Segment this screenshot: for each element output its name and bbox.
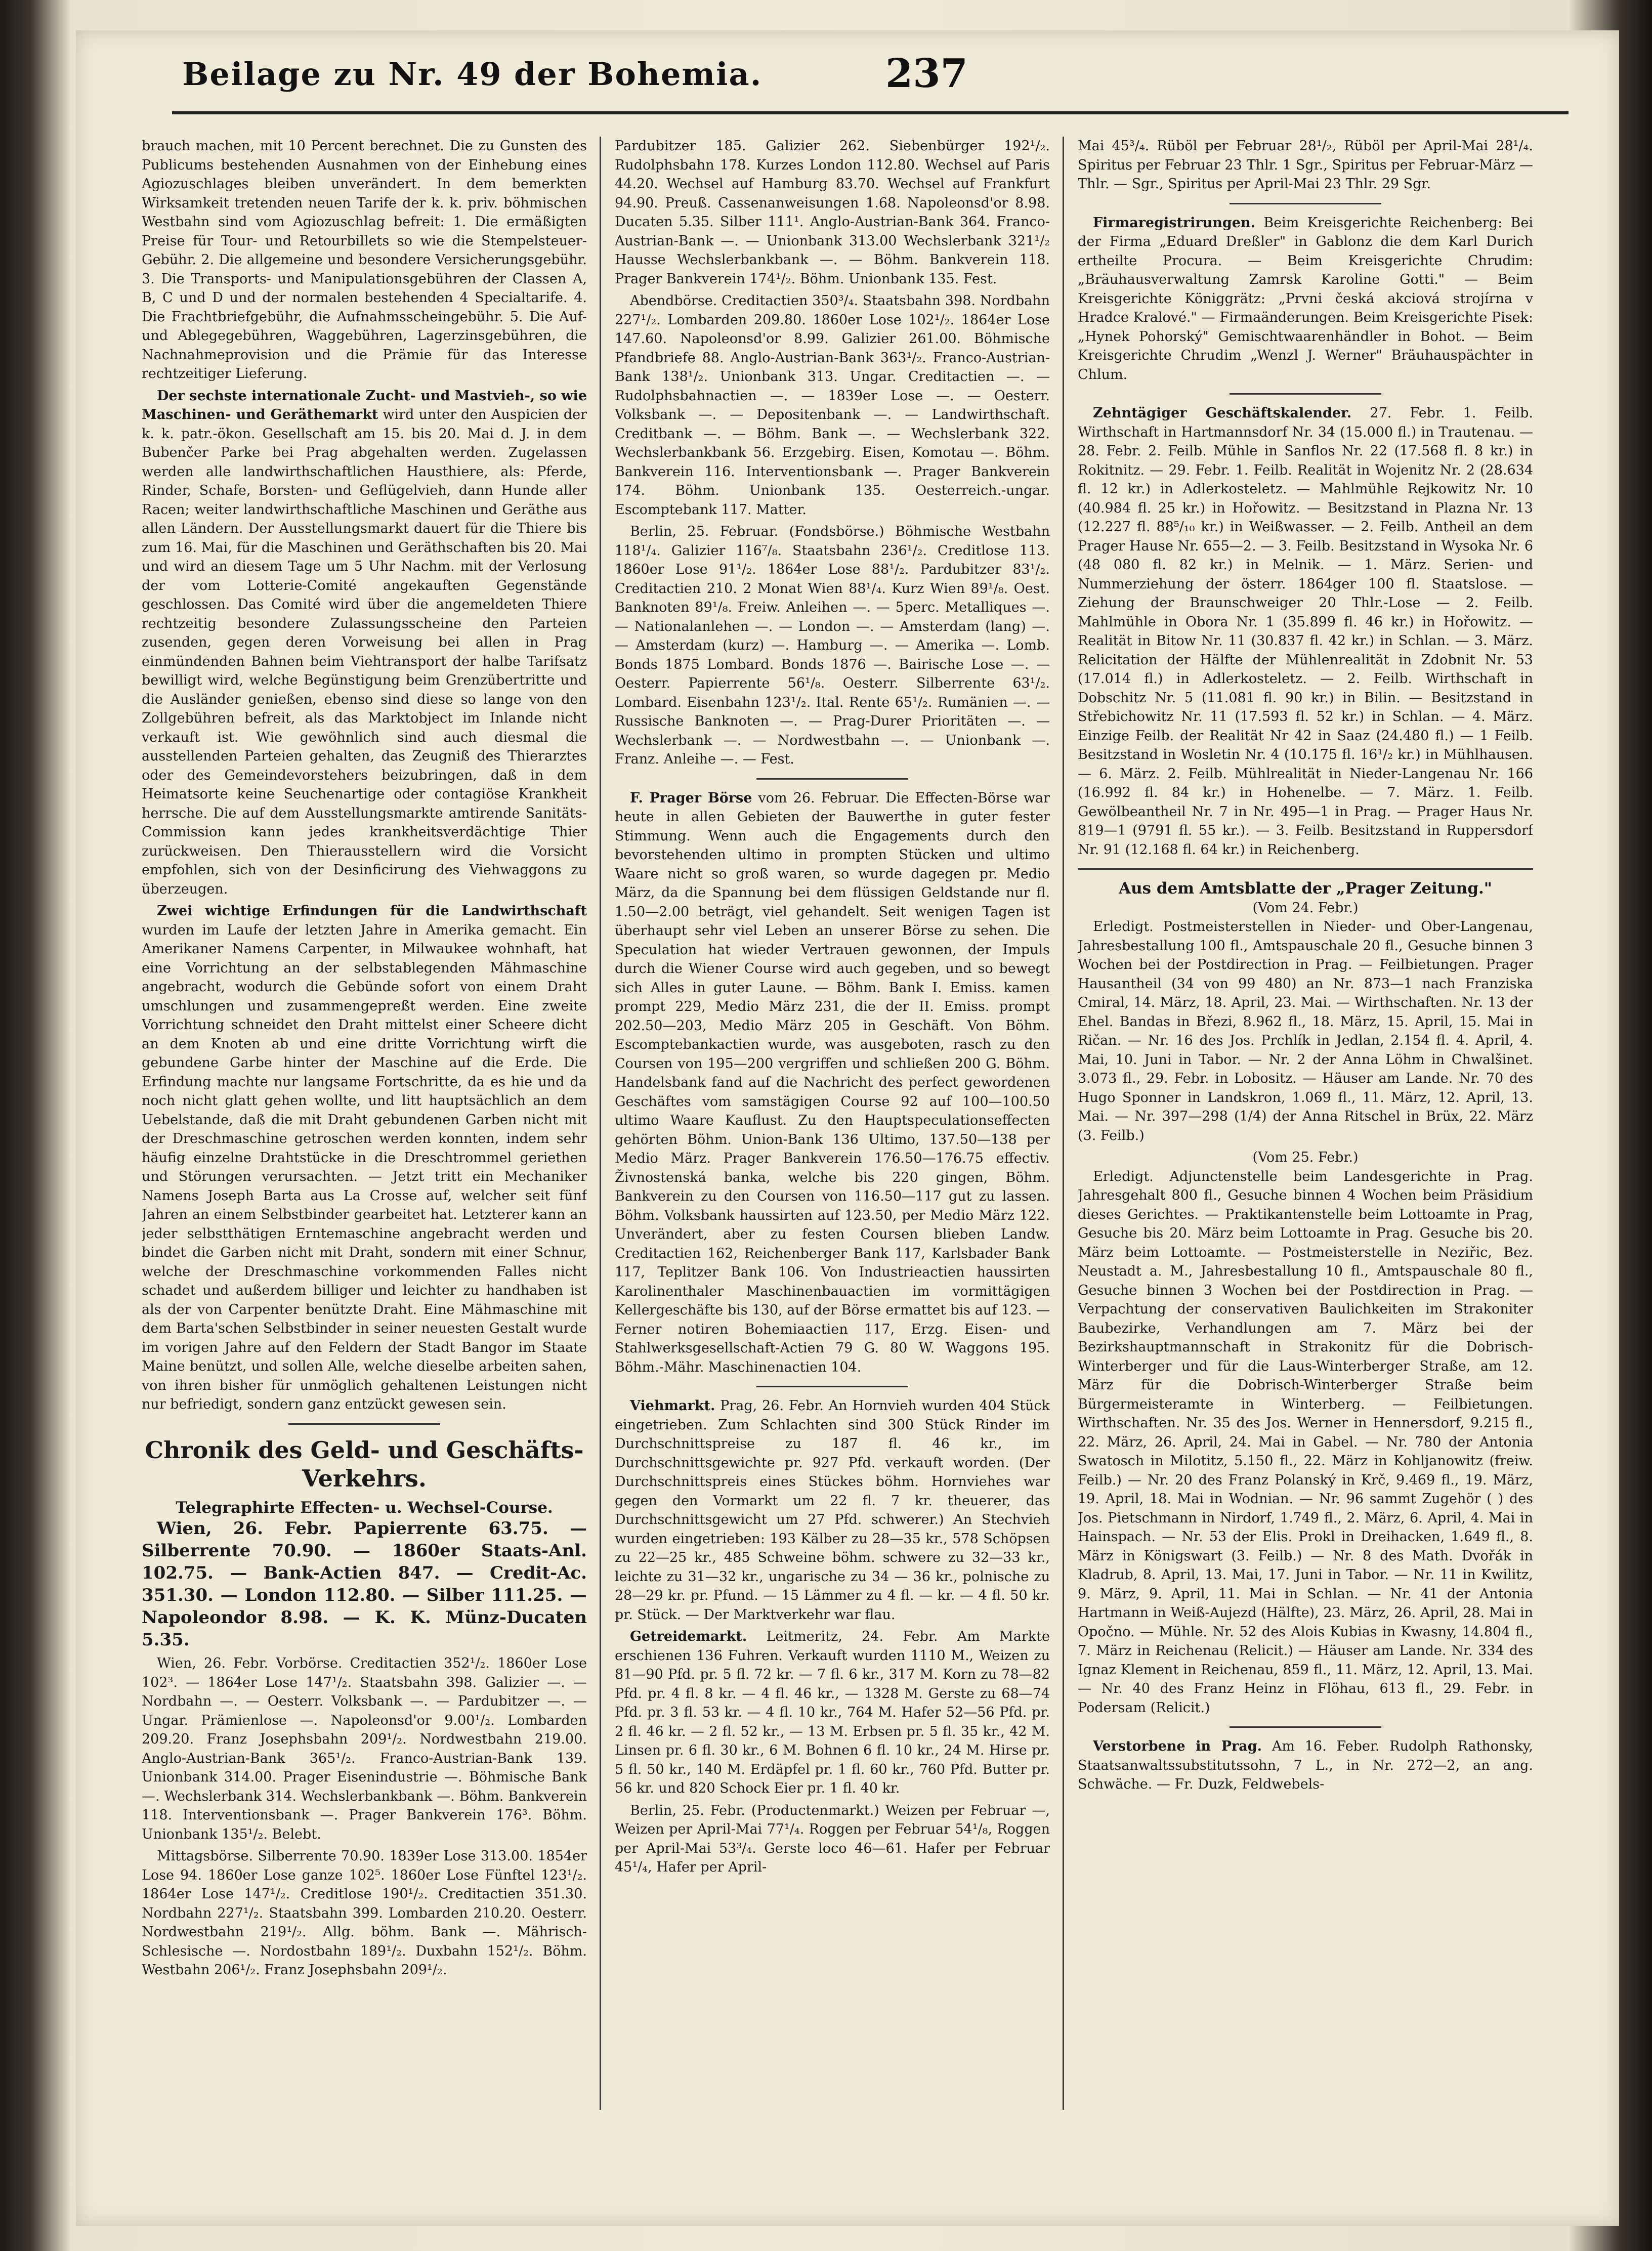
article-text: Am 16. Feber. Rudolph Rathonsky, Staatsanwaltssubstitutssohn, 7 L., in Nr. 272—2, an ang. Schwäche. — Fr. Duzk, Feldwebels- — [1078, 1738, 1533, 1792]
official-notices: Erledigt. Postmeisterstellen in Nieder- und Ober-Langenau, Jahresbestallung 100 fl., Amtspauschale 20 fl., Gesuche binnen 3 Wochen bei der Postdirection in Prag. — Feilbietungen. Prager Hausantheil (34 von 99 480) an Nr. 873—1 nach Franziska Cmiral, 14. März, 18. April, 23. Mai. — Wirthschaften. Nr. 13 der Ehel. Bandas in Březi, 8.962 fl., 18. März, 15. April, 15. Mai in Ričan. — Nr. 16 des Jos. Prchlík in Jedlan, 2.154 fl. 4. April, 4. Mai, 10. Juni in Tabor. — Nr. 2 der Anna Löhm in Chwalšinet. 3.073 fl., 29. Febr. in Lobositz. — Häuser am Lande. Nr. 70 des Hugo Sponner in Landskron, 1.069 fl., 11. März, 12. April, 13. Mai. — Nr. 397—298 (1/4) der Anna Ritschel in Brüx, 22. März (3. Feilb.) — [1078, 919, 1533, 1143]
section-heading: Aus dem Amtsblatte der „Prager Zeitung." — [1119, 879, 1492, 898]
column-divider — [600, 137, 601, 2110]
market-report: Pardubitzer 185. Galizier 262. Siebenbürger 192¹/₂. Rudolphsbahn 178. Kurzes London 112.80. Wechsel auf Paris 44.20. Wechsel auf Hamburg 83.70. Wechsel auf Frankfurt 94.90. Preuß. Cassenanweisungen 1.68. Napoleonsd'or 8.98. Ducaten 5.35. Silber 111¹. Anglo-Austrian-Bank 364. Franco-Austrian-Bank —. — Unionbank 313.00 Wechslerbank 321¹/₂ Hausse Wechslerbankbank —. — Böhm. Bankverein 118. Prager Bankverein 174¹/₂. Böhm. Unionbank 135. Fest. — [615, 138, 1050, 287]
market-report: Berlin, 25. Febr. (Productenmarkt.) Weizen per Februar —, Weizen per April-Mai 77¹/₄. Roggen per Februar 54¹/₈, Roggen per April-Mai 53³/₄. Gerste loco 46—61. Hafer per Februar 45¹/₄, Hafer per April- — [615, 1802, 1050, 1875]
page-header — [101, 46, 1569, 121]
column-2 — [615, 137, 1050, 2160]
page-title: Beilage zu Nr. 49 der Bohemia. — [182, 56, 763, 93]
telegram-quotes: Wien, 26. Febr. Papierrente 63.75. — Silberrente 70.90. — 1860er Staats-Anl. 102.75. — Bank-Actien 847. — Credit-Ac. 351.30. — London 112.80. — Silber 111.25. — Napoleondor 8.98. — K. K. Münz-Ducaten 5.35. — [142, 1518, 587, 1650]
article-text: 27. Febr. 1. Feilb. Wirthschaft in Hartmannsdorf Nr. 34 (15.000 fl.) in Trautenau. — 28. Febr. 2. Feilb. Mühle in Sanflos Nr. 22 (17.568 fl. 8 kr.) in Rokitnitz. — 29. Febr. 1. Feilb. Realität in Wojenitz Nr. 2 (28.634 fl. 12 kr.) in Adlerkosteletz. — Mahlmühle Rejkowitz Nr. 10 (40.984 fl. 25 kr.) in Hořowitz. — Besitzstand in Plazna Nr. 13 (12.227 fl. 88⁵/₁₀ kr.) in Weißwasser. — 2. Feilb. Antheil an dem Prager Hause Nr. 655—2. — 3. Feilb. Besitzstand in Wysoka Nr. 6 (48 080 fl. 82 kr.) in Melnik. — 1. März. Serien- und Nummerziehung der österr. 1864ger 100 fl. Staatslose. — Ziehung der Braunschweiger 20 Thlr.-Lose — 2. Feilb. Mahlmühle in Obora Nr. 1 (35.899 fl. 46 kr.) in Hořowitz. — Realität in Bitow Nr. 11 (30.837 fl. 42 kr.) in Schlan. — 3. März. Relicitation der Hälfte der Mühlenrealität in Zdobnit Nr. 53 (17.014 fl.) in Adlerkosteletz. — 2. Feilb. Wirthschaft in Dobschitz Nr. 5 (11.081 fl. 90 kr.) in Bilin. — Besitzstand in Střebichowitz Nr. 11 (17.593 fl. 52 kr.) in Schlan. — 4. März. Einzige Feilb. der Realität Nr 42 in Saaz (24.480 fl.) — 1 Feilb. Besitzstand in Wosletin Nr. 4 (10.175 fl. 16¹/₂ kr.) in Mühlhausen. — 6. März. 2. Feilb. Mühlrealität in Nieder-Langenau Nr. 166 (16.992 fl. 84 kr.) in Hohenelbe. — 7. März. 1. Feilb. Gewölbeantheil Nr. 7 in Nr. 495—1 in Prag. — Prager Haus Nr. 819—1 (9791 fl. 55 kr.). — 3. Feilb. Besitzstand in Ruppersdorf Nr. 91 (12.168 fl. 64 kr.) in Reichenberg. — [1078, 405, 1533, 858]
article-paragraph — [615, 789, 1050, 1377]
date-subheading: (Vom 24. Febr.) — [1252, 900, 1359, 916]
date-subheading: (Vom 25. Febr.) — [1252, 1150, 1359, 1165]
separator — [756, 778, 908, 780]
article-text: wird unter den Auspicien der k. k. patr.-ökon. Gesellschaft am 15. bis 20. Mai d. J. in dem Bubenčer Parke bei Prag abgehalten werden. Zugelassen werden alle landwirthschaftlichen Hausthiere, als: Pferde, Rinder, Schafe, Borsten- und Geflügelvieh, dann Hunde aller Racen; weiter landwirthschaftliche Maschinen und Geräthe aus allen Ländern. Der Ausstellungsmarkt dauert für die Thiere bis zum 16. Mai, für die Maschinen und Geräthschaften bis 20. Mai und wird an diesem Tage um 5 Uhr Nachm. mit der Verlosung der vom Lotterie-Comité angekauften Gegenstände geschlossen. Das Comité wird über die angemeldeten Thiere rechtzeitig besondere Zulassungsscheine den Parteien zusenden, gegen deren Vorweisung bei allen in Prag einmündenden Bahnen beim Viehtransport der halbe Tarifsatz bewilligt wird, welche Begünstigung beim Grenzübertritte und die Ausländer genießen, ebenso sind diese so lange von den Zollgebühren befreit, als das Marktobject im Inlande nicht verkauft ist. Wie gewöhnlich sind auch diesmal die ausstellenden Parteien gehalten, das Zeugniß des Thierarztes oder des Gemeindevorstehers beizubringen, daß in dem Heimatsorte keine Seuchenartige oder contagiöse Krankheit herrsche. Die auf dem Ausstellungsmarkte amtirende Sanitäts-Commission kann jedes krankheitsverdächtige Thier zurückweisen. Den Thierausstellern wird die Vorsicht empfohlen, sich von der Desinficirung des Viehwaggons zu überzeugen. — [142, 407, 587, 897]
article-paragraph — [142, 902, 587, 1414]
article-heading: Der sechste internationale Zucht- und Mastvieh-, so wie Maschinen- und Geräthemarkt — [142, 388, 587, 422]
article-text: Leitmeritz, 24. Febr. Am Markte erschienen 136 Fuhren. Verkauft wurden 1110 M., Weizen zu 81—90 Pfd. pr. 5 fl. 72 kr. — 7 fl. 6 kr., 317 M. Korn zu 78—82 Pfd. pr. 4 fl. 8 kr. — 4 fl. 46 kr., — 1328 M. Gerste zu 68—74 Pfd. pr. 3 fl. 53 kr. — 4 fl. 10 kr., 764 M. Hafer 52—56 Pfd. pr. 2 fl. 46 kr. — 2 fl. 52 kr., — 13 M. Erbsen pr. 5 fl. 35 kr., 42 M. Linsen pr. 6 fl. 30 kr., 6 M. Bohnen 6 fl. 10 kr., 24 M. Hirse pr. 5 fl. 50 kr., 140 M. Erdäpfel pr. 1 fl. 60 kr., 760 Pfd. Butter pr. 56 kr. und 820 Schock Eier pr. 1 fl. 40 kr. — [615, 1629, 1050, 1796]
article-heading: Getreidemarkt. — [630, 1629, 747, 1644]
market-report: Abendbörse. Creditactien 350³/₄. Staatsbahn 398. Nordbahn 227¹/₂. Lombarden 209.80. 1860er Lose 102¹/₂. 1864er Lose 147.60. Napoleonsd'or 8.99. Galizier 261.00. Böhmische Pfandbriefe 88. Anglo-Austrian-Bank 363¹/₂. Franco-Austrian-Bank 138¹/₂. Unionbank 313. Ungar. Creditactien —. — Rudolphsbahnactien —. — 1839er Lose —. — Oesterr. Volksbank —. — Depositenbank —. — Landwirthschaft. Creditbank —. — Böhm. Bank —. — Wechslerbank 322. Wechslerbankbank 56. Erzgebirg. Eisen, Komotau —. Böhm. Bankverein 116. Interventionsbank —. Prager Bankverein 174. Böhm. Unionbank 135. Oesterreich.-ungar. Escomptebank 117. Matter. — [615, 293, 1050, 518]
article-paragraph — [1078, 214, 1533, 385]
separator — [756, 1386, 908, 1387]
article-heading: Verstorbene in Prag. — [1093, 1738, 1262, 1754]
article-paragraph — [1078, 404, 1533, 859]
separator — [288, 1423, 440, 1425]
subsection-heading: Telegraphirte Effecten- u. Wechsel-Course. — [176, 1498, 553, 1517]
article-paragraph — [1078, 1737, 1533, 1794]
separator — [1230, 203, 1381, 204]
article-paragraph — [142, 387, 587, 899]
separator — [1230, 393, 1381, 395]
article-heading: Viehmarkt. — [630, 1398, 715, 1414]
article-heading: Zehntägiger Geschäftskalender. — [1093, 405, 1352, 421]
article-paragraph — [615, 1396, 1050, 1624]
market-report: Wien, 26. Febr. Vorbörse. Creditactien 352¹/₂. 1860er Lose 102³. — 1864er Lose 147¹/₂. Staatsbahn 398. Galizier —. — Nordbahn —. — Oesterr. Volksbank —. — Pardubitzer —. — Ungar. Prämienlose —. Napoleonsd'or 9.00¹/₂. Lombarden 209.20. Franz Josephsbahn 209¹/₂. Nordwestbahn 219.00. Anglo-Austrian-Bank 365¹/₂. Franco-Austrian-Bank 139. Unionbank 314.00. Prager Eisenindustrie —. Böhmische Bank —. Wechslerbank 314. Wechslerbankbank —. Böhm. Bankverein 118. Interventionsbank —. Prager Bankverein 176³. Böhm. Unionbank 135¹/₂. Belebt. — [142, 1655, 587, 1842]
page-number: 237 — [885, 51, 968, 97]
official-notices: Erledigt. Adjunctenstelle beim Landesgerichte in Prag. Jahresgehalt 800 fl., Gesuche binnen 4 Wochen beim Präsidium dieses Gerichtes. — Praktikantenstelle beim Lottoamte in Prag, Gesuche bis 20. März beim Lottoamte in Prag. Gesuche bis 20. März beim Lottoamte. — Postmeisterstelle in Neziřic, Bez. Neustadt a. M., Jahresbestallung 10 fl., Amtspauschale 80 fl., Gesuche binnen 3 Wochen bei der Postdirection in Prag. — Verpachtung der conservativen Baulichkeiten im Strakoniter Baubezirke, Verhandlungen am 7. März bei der Bezirkshauptmannschaft in Strakonitz für die Dobrisch-Winterberger und für die Laus-Winterberger Straße, am 12. März für die Dobrisch-Winterberger Straße beim Bürgermeisteramte in Winterberg. — Feilbietungen. Wirthschaften. Nr. 35 des Jos. Werner in Hennersdorf, 9.215 fl., 22. März, 26. April, 24. Mai in Gabel. — Nr. 780 der Antonia Swatosch in Milotitz, 5.150 fl., 22. März in Kohljanowitz (freiw. Feilb.) — Nr. 20 des Franz Polanský in Krč, 9.469 fl., 19. März, 19. April, 18. Mai in Wodnian. — Nr. 96 sammt Zugehör ( ) des Jos. Pietschmann in Nirdorf, 1.749 fl., 2. März, 6. April, 4. Mai in Hainspach. — Nr. 53 der Elis. Prokl in Dreihacken, 1.649 fl., 8. März in Königswart (3. Feilb.) — Nr. 8 des Math. Dvořák in Kladrub, 8. April, 13. Mai, 17. Juni in Tabor. — Nr. 11 in Kwilitz, 9. März, 9. April, 11. Mai in Schlan. — Nr. 41 der Antonia Hartmann in Weiß-Aujezd (Hälfte), 23. März, 26. April, 28. Mai in Opočno. — Mühle. Nr. 52 des Alois Kubias in Kwasny, 14.804 fl., 7. März in Reichenau (Relicit.) — Häuser am Lande. Nr. 334 des Ignaz Klement in Reichenau, 859 fl., 11. März, 12. April, 13. Mai. — Nr. 40 des Franz Heinz in Flöhau, 613 fl., 29. Febr. in Podersam (Relicit.) — [1078, 1168, 1533, 1716]
separator — [1230, 1726, 1381, 1728]
separator — [1078, 868, 1533, 870]
article-text: vom 26. Februar. Die Effecten-Börse war heute in allen Gebieten der Bauwerthe in guter fester Stimmung. Wenn auch die Engagements durch den bevorstehenden ultimo in prompten Stücken und ultimo Waare nicht so groß waren, so wurde dagegen pr. Medio März, da die Spannung bei dem flüssigen Geldstande nur fl. 1.50—2.00 beträgt, viel gehandelt. Seit wenigen Tagen ist überhaupt sehr viel Leben an unserer Börse zu sehen. Die Speculation hat wieder Vertrauen gewonnen, der Impuls durch die Wiener Course wird auch gegeben, und so bewegt sich Alles in guter Laune. — Böhm. Bank I. Emiss. kamen prompt 229, Medio März 231, die der II. Emiss. prompt 202.50—203, Medio März 205 in Geschäft. Von Böhm. Escomptebankactien wurde, was ausgeboten, rasch zu den Coursen von 195—200 vergriffen und schließen 200 G. Böhm. Handelsbank fand auf die Nachricht des perfect gewordenen Geschäftes vom samstägigen Course 92 auf 100—100.50 ultimo Waare Kauflust. Zu den Hauptspeculationseffecten gehörten Böhm. Union-Bank 136 Ultimo, 137.50—138 per Medio März. Prager Bankverein 176.50—176.75 effectiv. Živnostenská banka, welche bis 220 gingen, Böhm. Bankverein zu den Coursen von 116.50—117 gut zu lassen. Böhm. Volksbank haussirten auf 123.50, per Medio März 122. Unverändert, aber zu festen Coursen blieben Landw. Creditactien 162, Reichenberger Bank 117, Karlsbader Bank 117, Teplitzer Bank 106. Von Industrieactien haussirten Karolinenthaler Maschinenbauactien im vormittägigen Kellergeschäfte bis 130, auf der Börse ermattet bis auf 123. — Ferner notiren Bohemiaactien 117, Erzg. Eisen- und Stahlwerksgesellschaft-Actien 79 G. 80 W. Waggons 195. Böhm.-Mähr. Maschinenactien 104. — [615, 790, 1050, 1375]
article-heading: Firmaregistrirungen. — [1093, 215, 1255, 231]
column-3 — [1078, 137, 1533, 2160]
article-text: Prag, 26. Febr. An Hornvieh wurden 404 Stück eingetrieben. Zum Schlachten sind 300 Stück Rinder im Durchschnittspreise zu 187 fl. 46 kr., im Durchschnittsgewichte pr. 927 Pfd. verkauft worden. (Der Durchschnittspreis eines Stückes böhm. Hornviehes war gegen den Vormarkt um 22 fl. 7 kr. theuerer, das Durchschnittsgewicht um 27 Pfd. schwerer.) An Stechvieh wurden eingetrieben: 193 Kälber zu 28—35 kr., 578 Schöpsen zu 22—25 kr., 485 Schweine böhm. schwere zu 32—33 kr., leichte zu 31—32 kr., ungarische zu 34 — 36 kr., polnische zu 28—29 kr. pr. Pfund. — 15 Lämmer zu 4 fl. — kr. — 4 fl. 50 kr. pr. Stück. — Der Marktverkehr war flau. — [615, 1398, 1050, 1623]
article-text: brauch machen, mit 10 Percent berechnet. Die zu Gunsten des Publicums bestehenden Ausnahmen von der Einhebung eines Agiozuschlages bleiben unverändert. In dem bemerkten Wirksamkeit tretenden neuen Tarife der k. k. priv. böhmischen Westbahn sind vom Agiozuschlag befreit: 1. Die ermäßigten Preise für Tour- und Retourbillets so wie die Stempelsteuer-Gebühr. 2. Die allgemeine und besondere Versicherungsgebühr. 3. Die Transports- und Manipulationsgebühren der Classen A, B, C und D und der normalen bestehenden 4 Specialtarife. 4. Die Frachtbriefgebühr, die Aufnahmsscheingebühr. 5. Die Auf- und Ablegegebühren, Waggebühren, Lagerzinsgebühren, die Nachnahmeprovision und die Prämie für das Interesse rechtzeitiger Lieferung. — [142, 138, 587, 381]
article-paragraph — [615, 1627, 1050, 1798]
article-heading: Zwei wichtige Erfindungen für die Landwirthschaft — [157, 903, 587, 919]
column-1 — [142, 137, 587, 2160]
market-report: Mai 45³/₄. Rüböl per Februar 28¹/₂, Rüböl per April-Mai 28¹/₄. Spiritus per Februar 23 Thlr. 1 Sgr., Spiritus per Februar-März — Thlr. — Sgr., Spiritus per April-Mai 23 Thlr. 29 Sgr. — [1078, 138, 1533, 192]
market-report: Berlin, 25. Februar. (Fondsbörse.) Böhmische Westbahn 118¹/₄. Galizier 116⁷/₈. Staatsbahn 236¹/₂. Creditlose 113. 1860er Lose 91¹/₂. 1864er Lose 88¹/₂. Pardubitzer 83¹/₂. Creditactien 210. 2 Monat Wien 88¹/₄. Kurz Wien 89¹/₈. Oest. Banknoten 89¹/₈. Freiw. Anleihen —. — 5perc. Metalliques —. — Nationalanlehen —. — London —. — Amsterdam (lang) —. — Amsterdam (kurz) —. Hamburg —. — Amerika —. Lomb. Bonds 1875 Lombard. Bonds 1876 —. Bairische Lose —. — Oesterr. Papierrente 56¹/₈. Oesterr. Silberrente 63¹/₂. Lombard. Eisenbahn 123¹/₂. Ital. Rente 65¹/₂. Rumänien —. — Russische Banknoten —. — Prag-Durer Prioritäten —. — Wechslerbank —. — Nordwestbahn —. — Unionbank —. Franz. Anleihe —. — Fest. — [615, 524, 1050, 767]
article-heading: F. Prager Börse — [630, 790, 752, 806]
market-report: Mittagsbörse. Silberrente 70.90. 1839er Lose 313.00. 1854er Lose 94. 1860er Lose ganze 102⁵. 1860er Lose Fünftel 123¹/₂. 1864er Lose 147¹/₂. Creditlose 190¹/₂. Creditactien 351.30. Nordbahn 227¹/₂. Staatsbahn 399. Lombarden 210.20. Oesterr. Nordwestbahn 219¹/₂. Allg. böhm. Bank —. Mährisch-Schlesische —. Nordostbahn 189¹/₂. Duxbahn 152¹/₂. Böhm. Westbahn 206¹/₂. Franz Josephsbahn 209¹/₂. — [142, 1848, 587, 1978]
header-rule — [172, 111, 1569, 114]
article-text: Beim Kreisgerichte Reichenberg: Bei der Firma „Eduard Dreßler" in Gablonz die dem Karl Durich ertheilte Procura. — Beim Kreisgerichte Chrudim: „Bräuhausverwaltung Zamrsk Karoline Gotti." — Beim Kreisgerichte Königgrätz: „Prvni česká akciová strojírna v Hradce Kralové." — Firmaänderungen. Beim Kreisgerichte Pisek: „Hynek Pohorský" Gemischtwaarenhändler in Bohot. — Beim Kreisgerichte Chrudim „Wenzl J. Werner" Bräuhauspächter in Chlum. — [1078, 215, 1533, 383]
column-divider — [1063, 137, 1064, 2110]
section-heading: Chronik des Geld- und Geschäfts-Verkehrs. — [145, 1436, 584, 1492]
article-text: wurden im Laufe der letzten Jahre in Amerika gemacht. Ein Amerikaner Namens Carpenter, in Milwaukee wohnhaft, hat eine Vorrichtung an der selbstablegenden Mähmaschine angebracht, wodurch die Gebünde sofort von einem Draht umschlungen und zusammengepreßt werden. Eine zweite Vorrichtung schneidet den Draht mittelst einer Scheere dicht an dem Knoten ab und eine dritte Vorrichtung wirft die gebundene Garbe hinter der Maschine auf die Erde. Die Erfindung machte nur langsame Fortschritte, da es hie und da noch nicht glatt gehen wollte, und litt hauptsächlich an dem Uebelstande, daß die mit Draht gebundenen Garben nicht mit der Dreschmaschine getroschen werden konnten, indem sehr häufig einzelne Drahtstücke in die Dreschtrommel geriethen und Störungen verursachten. — Jetzt tritt ein Mechaniker Namens Joseph Barta aus La Crosse auf, welcher seit fünf Jahren an einem Selbstbinder gearbeitet hat. Letzterer kann an jeder selbstthätigen Erntemaschine angebracht werden und bindet die Garben nicht mit Draht, sondern mit einer Schnur, welche der Dreschmaschine vorkommenden Falles nicht schadet und außerdem billiger und leichter zu handhaben ist als der von Carpenter benützte Draht. Eine Mähmaschine mit dem Barta'schen Selbstbinder in seiner neuesten Gestalt wurde im vorigen Jahre auf den Feldern der Stadt Bangor im Staate Maine benützt, und sollen Alle, welche dieselbe arbeiten sahen, von ihren bisher für unmöglich gehaltenen Leistungen nicht nur befriedigt, sondern ganz entzückt gewesen sein. — [142, 922, 587, 1412]
